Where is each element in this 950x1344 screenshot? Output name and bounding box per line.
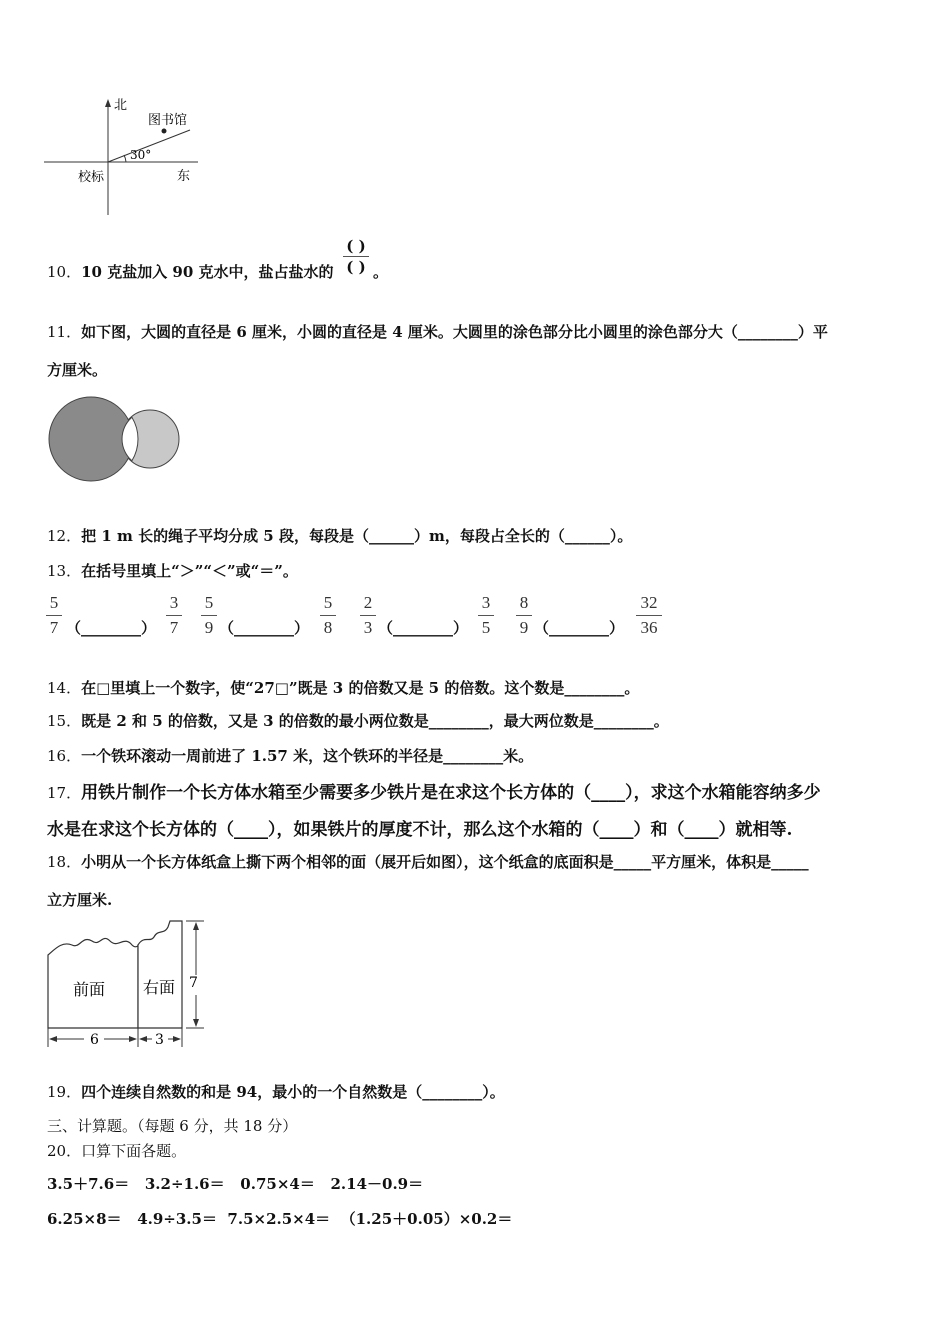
- question-17: [47, 778, 821, 803]
- fraction-left-4: 8 9: [516, 592, 532, 639]
- q10-fraction: [343, 236, 369, 277]
- height-label: 7: [189, 975, 198, 991]
- question-number: 20．: [47, 1142, 82, 1160]
- question-number: 12．: [47, 527, 82, 545]
- question-text: 如下图，大圆的直径是 6 厘米，小圆的直径是 4 厘米。大圆里的涂色部分比小圆里的涂色部分大（________）平: [81, 323, 828, 341]
- front-face-label: 前面: [73, 980, 106, 999]
- question-14: [47, 677, 639, 698]
- box-net-diagram: [40, 915, 215, 1050]
- question-11-line2: 方厘米。: [47, 361, 108, 379]
- compare-blank-3[interactable]: （________）: [378, 619, 469, 637]
- question-number: 13．: [47, 562, 82, 580]
- angle-arc: [124, 155, 126, 162]
- question-17-line2: 水是在求这个长方体的（____），如果铁片的厚度不计，那么这个水箱的（____）和（____）就相等.: [47, 820, 793, 840]
- question-text: 用铁片制作一个长方体水箱至少需要多少铁片是在求这个长方体的（____），求这个水箱能容纳多少: [81, 783, 821, 803]
- question-16: [47, 745, 533, 766]
- question-number: 11．: [47, 323, 82, 341]
- big-circle: [49, 397, 133, 481]
- fraction-left-2: 5 9: [201, 592, 217, 639]
- question-number: 16．: [47, 747, 82, 765]
- width-label: 6: [90, 1032, 99, 1048]
- question-15: [47, 710, 669, 731]
- question-number: 10．: [47, 263, 82, 281]
- question-text: 既是 2 和 5 的倍数，又是 3 的倍数的最小两位数是________，最大两位数是________。: [81, 712, 669, 730]
- question-text: 10 克盐加入 90 克水中，盐占盐水的: [81, 263, 334, 281]
- fraction-right-3: 3 5: [478, 592, 494, 639]
- compare-blank-2[interactable]: （________）: [219, 619, 310, 637]
- question-text: 在括号里填上“＞”“＜”或“＝”。: [81, 562, 298, 580]
- question-number: 18．: [47, 853, 82, 871]
- fraction-right-2: 5 8: [320, 592, 336, 639]
- question-number: 17．: [47, 784, 82, 802]
- question-18: [47, 851, 809, 872]
- question-10: [47, 261, 334, 282]
- section-title: 三、计算题。（每题 6 分，共 18 分）: [47, 1117, 298, 1135]
- library-label: 图书馆: [148, 113, 188, 128]
- compass-diagram: [40, 95, 210, 220]
- compare-blank-4[interactable]: （________）: [534, 619, 625, 637]
- question-text: 一个铁环滚动一周前进了 1.57 米，这个铁环的半径是________米。: [81, 747, 534, 765]
- question-text: 口算下面各题。: [81, 1142, 187, 1160]
- question-text: 在□里填上一个数字，使“27□”既是 3 的倍数又是 5 的倍数。这个数是________。: [81, 679, 640, 697]
- question-12: [47, 525, 632, 546]
- fraction-right-4: 32 36: [636, 592, 662, 639]
- right-face: [138, 921, 182, 1028]
- question-number: 19．: [47, 1083, 82, 1101]
- fraction-right-1: 3 7: [166, 592, 182, 639]
- question-number: 14．: [47, 679, 82, 697]
- calc-row-1: 3.5＋7.6＝ 3.2÷1.6＝ 0.75×4＝ 2.14－0.9＝: [47, 1175, 424, 1193]
- fraction-left-1: 5 7: [46, 592, 62, 639]
- question-20: [47, 1140, 186, 1161]
- question-text: 四个连续自然数的和是 94，最小的一个自然数是（________）。: [81, 1083, 505, 1101]
- question-number: 15．: [47, 712, 82, 730]
- compare-blank-1[interactable]: （________）: [66, 619, 157, 637]
- angle-label: 30°: [130, 148, 152, 162]
- library-dot: [162, 129, 167, 134]
- origin-label: 校标: [78, 170, 105, 185]
- north-label: 北: [114, 98, 128, 113]
- fraction-denominator: ( ): [346, 258, 366, 276]
- east-label: 东: [177, 169, 191, 184]
- question-18-line2: 立方厘米.: [47, 891, 113, 909]
- q10-end: 。: [373, 263, 389, 281]
- calc-row-2: 6.25×8＝ 4.9÷3.5＝ 7.5×2.5×4＝ （1.25＋0.05）×0.2＝: [47, 1210, 513, 1228]
- question-text: 小明从一个长方体纸盒上撕下两个相邻的面（展开后如图），这个纸盒的底面积是_____平方厘米，体积是_____: [81, 853, 809, 871]
- question-19: [47, 1081, 505, 1102]
- right-face-label: 右面: [143, 978, 176, 997]
- circles-diagram: [48, 394, 188, 486]
- fraction-numerator: ( ): [346, 237, 366, 255]
- question-text: 把 1 m 长的绳子平均分成 5 段，每段是（______）m，每段占全长的（______）。: [81, 527, 633, 545]
- question-11: [47, 321, 828, 342]
- question-13: [47, 560, 298, 581]
- fraction-left-3: 2 3: [360, 592, 376, 639]
- depth-label: 3: [155, 1032, 164, 1048]
